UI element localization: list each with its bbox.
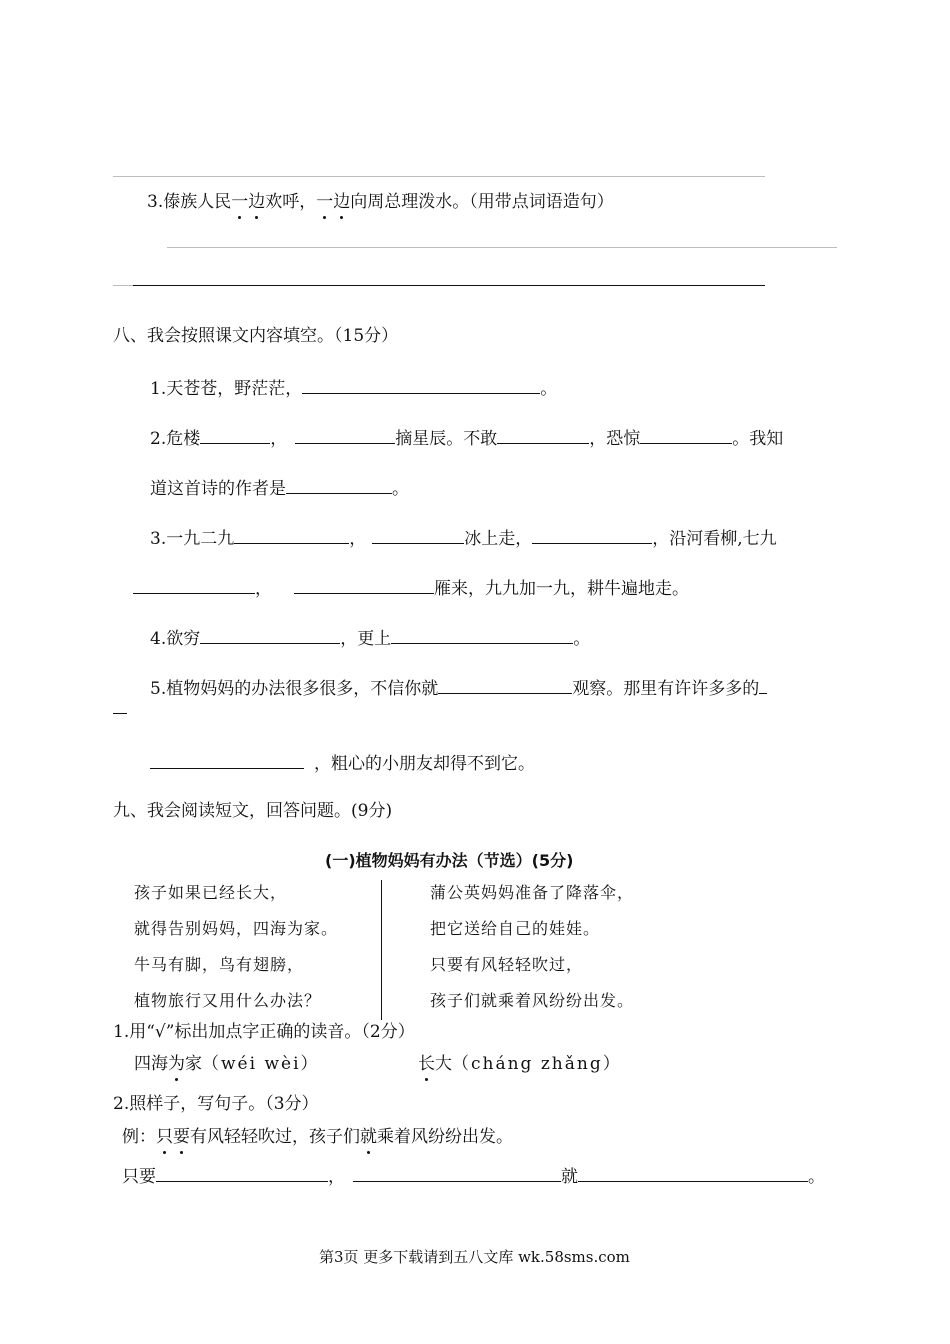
q8-3: 3.一九二九 ， 冰上走， ，沿河看柳,七九 (150, 525, 777, 550)
fill-blank[interactable] (302, 375, 540, 394)
q8-3-line2: ， 雁来，九九加一九，耕牛遍地走。 (133, 575, 689, 600)
fill-blank[interactable] (294, 575, 434, 594)
poem-line: 把它送给自己的娃娃。 (430, 919, 601, 938)
q8-1: 1.天苍苍，野茫茫， 。 (150, 375, 557, 400)
dotted-char: 长 (418, 1054, 435, 1074)
poem-line: 孩子如果已经长大， (134, 883, 288, 902)
fill-blank[interactable] (295, 425, 395, 444)
q9-2-title: 2.照样子，写句子。（3分） (113, 1094, 319, 1114)
dotted-char: 一 (316, 192, 334, 212)
q8-5-line2: ，粗心的小朋友却得不到它。 (150, 750, 535, 775)
q8-4: 4.欲穷 ，更上 。 (150, 625, 590, 650)
fill-blank[interactable] (640, 425, 732, 444)
answer-line-2 (133, 285, 765, 286)
dotted-char: 要 (173, 1127, 190, 1147)
answer-line-top (113, 176, 765, 177)
answer-line-2-left (113, 285, 133, 286)
poem-line: 牛马有脚，鸟有翅膀， (134, 955, 305, 974)
fill-blank[interactable] (759, 675, 767, 694)
dotted-char: 只 (156, 1127, 173, 1147)
q9-2-example: 例：只要有风轻轻吹过，孩子们就乘着风纷纷出发。 (122, 1127, 513, 1147)
poem-line: 蒲公英妈妈准备了降落伞， (430, 883, 635, 902)
page-footer: 第3页 更多下载请到五八文库 wk.58sms.com (319, 1248, 630, 1266)
fill-blank[interactable] (200, 625, 340, 644)
fill-blank[interactable] (372, 525, 464, 544)
fill-blank[interactable] (133, 575, 255, 594)
dotted-char: 一 (231, 192, 249, 212)
poem-line: 只要有风轻轻吹过， (430, 955, 584, 974)
question-7-3: 3.傣族人民一边欢呼，一边向周总理泼水。（用带点词语造句） (147, 192, 614, 212)
poem-divider (381, 880, 382, 1020)
answer-line-short (113, 713, 127, 714)
q9-1-item2: 长大（cháng zhǎng） (418, 1054, 622, 1074)
fill-blank[interactable] (438, 675, 572, 694)
passage-title: (一)植物妈妈有办法（节选）(5分) (325, 851, 574, 870)
section-8-title: 八、我会按照课文内容填空。（15分） (113, 326, 399, 346)
section-9-title: 九、我会阅读短文，回答问题。(9分) (113, 801, 393, 821)
dotted-char: 就 (360, 1127, 377, 1147)
answer-line-1 (167, 247, 837, 248)
dotted-char: 为 (168, 1054, 185, 1074)
fill-blank[interactable] (578, 1163, 808, 1182)
q9-2-answer: 只要 ， 就 。 (122, 1163, 825, 1188)
dotted-char: 边 (333, 192, 351, 212)
poem-line: 植物旅行又用什么办法？ (134, 991, 322, 1010)
poem-right (430, 882, 634, 1026)
fill-blank[interactable] (200, 425, 270, 444)
q8-2: 2.危楼 ， 摘星辰。不敢 ，恐惊 。我知 (150, 425, 783, 450)
poem-line: 孩子们就乘着风纷纷出发。 (430, 991, 635, 1010)
poem-left (134, 882, 338, 1026)
fill-blank[interactable] (497, 425, 589, 444)
q9-1-item1: 四海为家（wéi wèi） (134, 1054, 320, 1074)
fill-blank[interactable] (234, 525, 349, 544)
pinyin-options[interactable]: （cháng zhǎng） (452, 1054, 622, 1074)
fill-blank[interactable] (353, 1163, 561, 1182)
fill-blank[interactable] (156, 1163, 328, 1182)
fill-blank[interactable] (286, 475, 392, 494)
fill-blank[interactable] (150, 750, 304, 769)
q9-1-title: 1.用“√”标出加点字正确的读音。（2分） (113, 1022, 415, 1042)
fill-blank[interactable] (391, 625, 573, 644)
dotted-char: 边 (248, 192, 266, 212)
q8-5: 5.植物妈妈的办法很多很多，不信你就 观察。那里有许许多多的 (150, 675, 767, 700)
poem-line: 就得告别妈妈，四海为家。 (134, 919, 339, 938)
q8-2-line2: 道这首诗的作者是 。 (150, 475, 409, 500)
fill-blank[interactable] (532, 525, 652, 544)
pinyin-options[interactable]: （wéi wèi） (202, 1054, 320, 1074)
